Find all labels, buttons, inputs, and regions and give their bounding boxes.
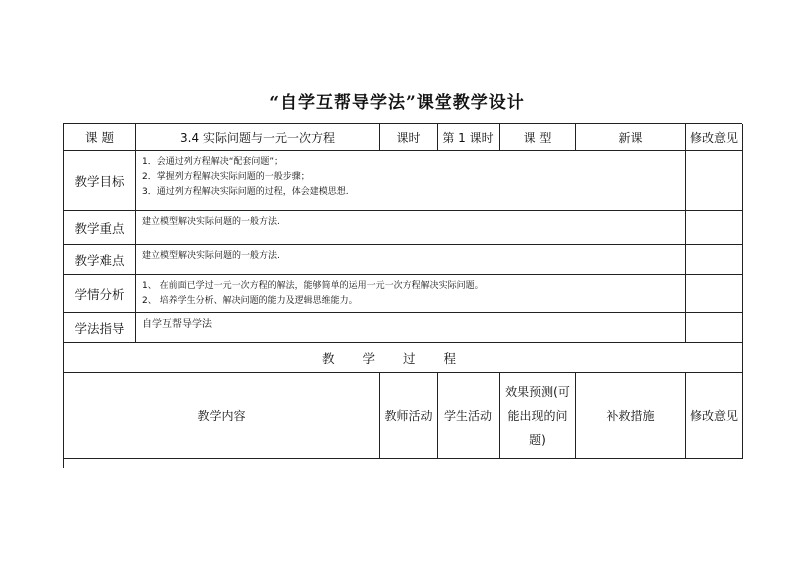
key-label: 教学重点	[64, 211, 136, 245]
key-value	[136, 211, 686, 245]
method-label: 学法指导	[64, 313, 136, 343]
teacher-header: 教师活动	[380, 373, 438, 459]
revise-label-header: 修改意见	[686, 124, 743, 151]
learner-list	[136, 275, 686, 313]
difficult-revise	[686, 245, 743, 275]
student-header: 学生活动	[438, 373, 500, 458]
lesson-type-group	[438, 124, 576, 151]
content-header: 教学内容	[64, 373, 380, 459]
revise-header: 修改意见	[686, 373, 743, 459]
difficult-text: 建立模型解决实际问题的一般方法.	[142, 251, 280, 261]
process-title: 教学过程	[64, 343, 743, 373]
goals-list	[136, 151, 686, 211]
lesson-value: 第 1 课时	[438, 124, 500, 150]
lesson-label: 课时	[380, 124, 438, 151]
effect-line: 题)	[529, 432, 546, 447]
difficult-label: 教学难点	[64, 245, 136, 275]
goal-item: 3．通过列方程解决实际问题的过程，体会建模思想.	[142, 187, 349, 197]
page-title: “自学互帮导学法”课堂教学设计	[269, 93, 525, 113]
topic-label: 课 题	[64, 124, 136, 151]
learner-item: 2、 培养学生分析、解决问题的能力及逻辑思维能力。	[142, 296, 358, 306]
method-value	[136, 313, 686, 343]
learner-revise	[686, 275, 743, 313]
lesson-plan-table	[63, 123, 742, 468]
goals-revise	[686, 151, 743, 211]
learner-label: 学情分析	[64, 275, 136, 313]
goal-item: 1．会通过列方程解决“配套问题”；	[142, 157, 284, 167]
method-text: 自学互帮导学法	[142, 319, 212, 330]
effect-header	[500, 373, 576, 458]
effect-line: 效果预测(可	[505, 384, 570, 399]
type-label: 课 型	[523, 130, 552, 145]
remedy-header: 补救措施	[576, 373, 686, 459]
learner-item: 1、 在前面已学过一元一次方程的解法，能够简单的运用一元一次方程解决实际问题。	[142, 281, 484, 291]
key-text: 建立模型解决实际问题的一般方法.	[142, 217, 280, 227]
topic-value: 3.4 实际问题与一元一次方程	[136, 124, 380, 151]
goals-label: 教学目标	[64, 151, 136, 211]
goal-item: 2．掌握列方程解决实际问题的一般步骤；	[142, 172, 310, 182]
key-revise	[686, 211, 743, 245]
difficult-value	[136, 245, 686, 275]
type-value: 新课	[576, 124, 686, 151]
student-effect-group	[438, 373, 576, 459]
effect-line: 能出现的问	[507, 408, 568, 423]
method-revise	[686, 313, 743, 343]
